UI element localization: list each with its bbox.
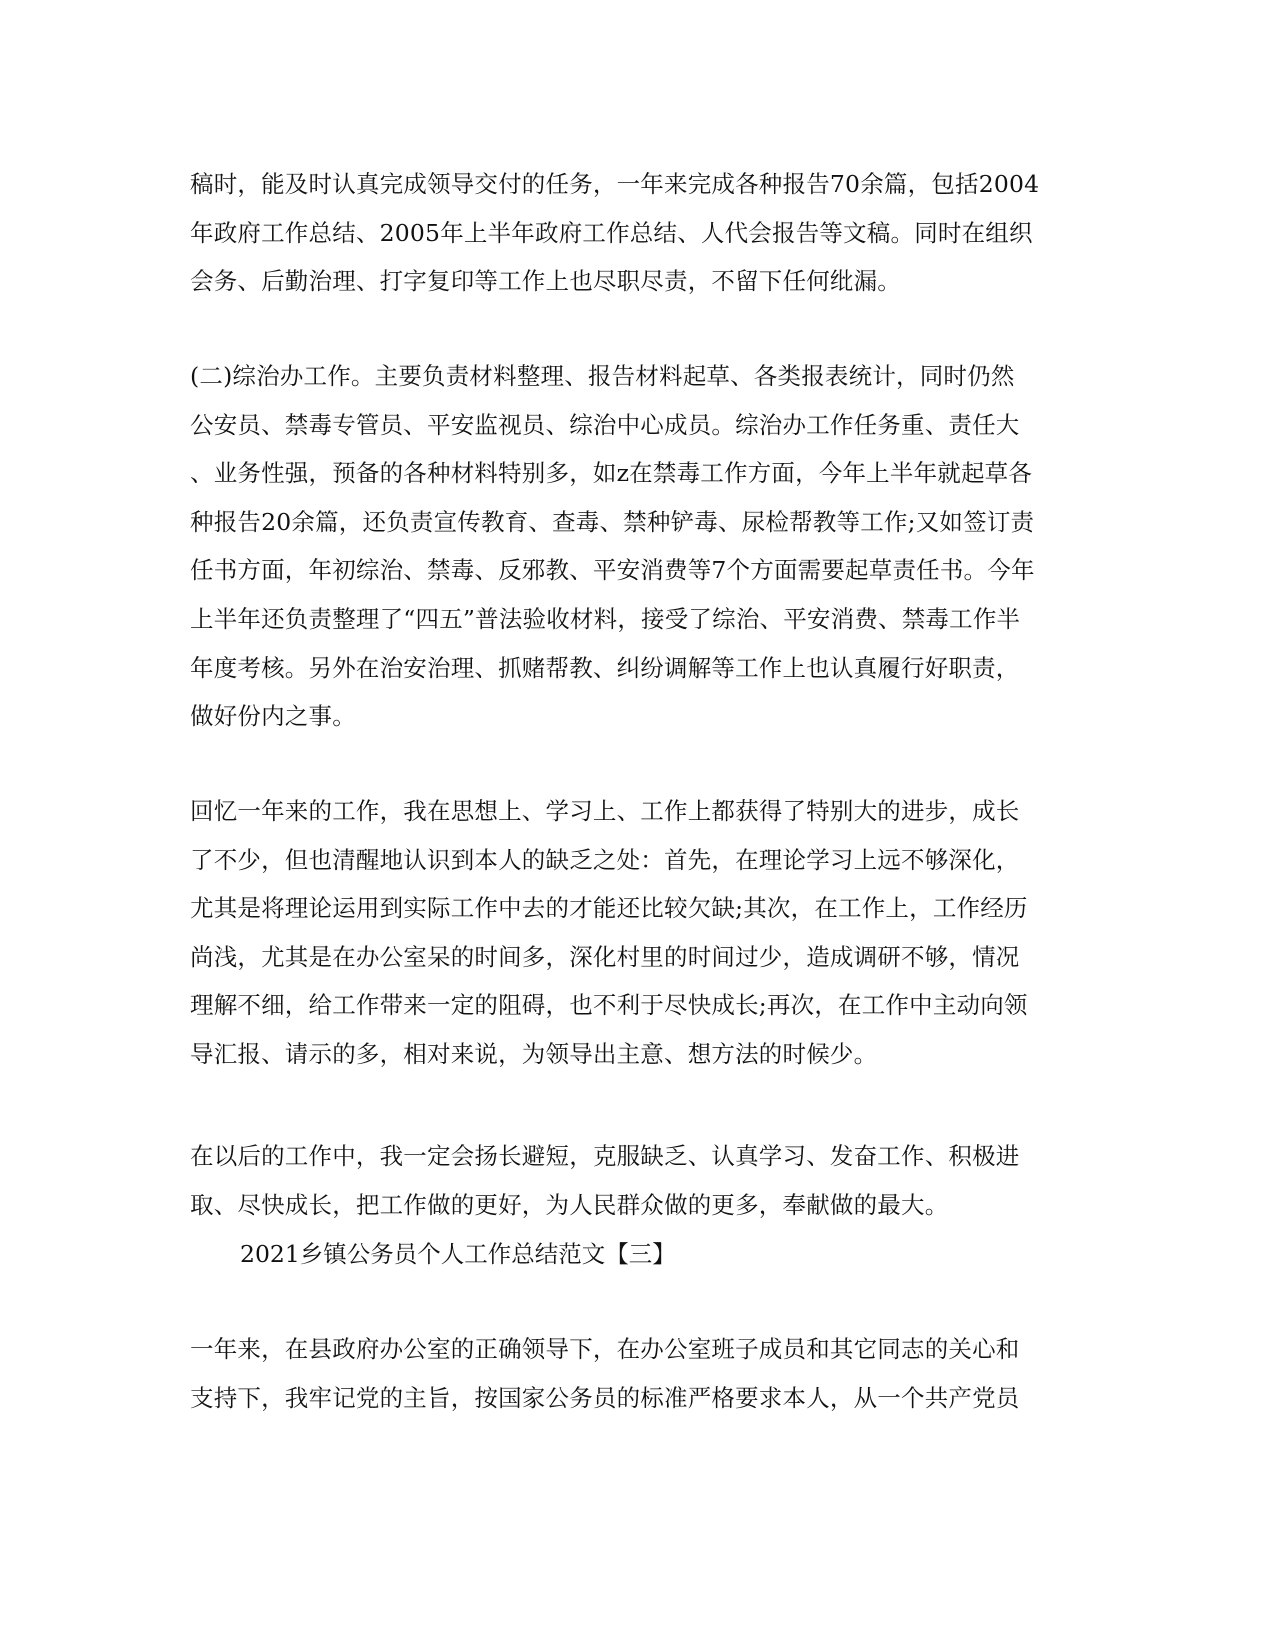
text-line: 、业务性强，预备的各种材料特别多，如z在禁毒工作方面，今年上半年就起草各 (190, 459, 1033, 488)
text-line: 上半年还负责整理了“四五”普法验收材料，接受了综治、平安消费、禁毒工作半 (190, 604, 1021, 633)
text-line: 种报告20余篇，还负责宣传教育、查毒、禁种铲毒、尿检帮教等工作;又如签订责 (190, 507, 1035, 536)
text-line: (二)综治办工作。主要负责材料整理、报告材料起草、各类报表统计，同时仍然 (190, 362, 1015, 390)
text-line: 做好份内之事。 (190, 702, 356, 731)
text-line: 在以后的工作中，我一定会扬长避短，克服缺乏、认真学习、发奋工作、积极进 (190, 1142, 1020, 1170)
text-line: 尚浅，尤其是在办公室呆的时间多，深化村里的时间过少，造成调研不够，情况 (190, 942, 1020, 971)
text-line: 年政府工作总结、2005年上半年政府工作总结、人代会报告等文稿。同时在组织 (190, 218, 1033, 247)
paragraph-3 (190, 787, 1085, 1079)
text-line: 回忆一年来的工作，我在思想上、学习上、工作上都获得了特别大的进步，成长 (190, 797, 1020, 825)
text-line: 一年来，在县政府办公室的正确领导下，在办公室班子成员和其它同志的关心和 (190, 1335, 1020, 1363)
paragraph-2 (190, 352, 1085, 741)
paragraph-5 (190, 1325, 1085, 1422)
paragraph-4 (190, 1132, 1085, 1229)
text-line: 理解不细，给工作带来一定的阻碍，也不利于尽快成长;再次，在工作中主动向领 (190, 991, 1028, 1020)
text-line: 稿时，能及时认真完成领导交付的任务，一年来完成各种报告70余篇，包括2004 (190, 170, 1040, 198)
paragraph-1 (190, 160, 1085, 306)
text-line: 尤其是将理论运用到实际工作中去的才能还比较欠缺;其次，在工作上，工作经历 (190, 894, 1028, 923)
text-line: 会务、后勤治理、打字复印等工作上也尽职尽责，不留下任何纰漏。 (190, 267, 901, 296)
text-line: 支持下，我牢记党的主旨，按国家公务员的标准严格要求本人，从一个共产党员 (190, 1383, 1020, 1412)
text-line: 任书方面，年初综治、禁毒、反邪教、平安消费等7个方面需要起草责任书。今年 (190, 556, 1035, 585)
text-line: 公安员、禁毒专管员、平安监视员、综治中心成员。综治办工作任务重、责任大 (190, 410, 1020, 439)
section-heading: 2021乡镇公务员个人工作总结范文【三】 (240, 1240, 676, 1268)
text-line: 导汇报、请示的多，相对来说，为领导出主意、想方法的时候少。 (190, 1039, 878, 1068)
text-line: 年度考核。另外在治安治理、抓赌帮教、纠纷调解等工作上也认真履行好职责， (190, 653, 1020, 682)
text-line: 了不少，但也清醒地认识到本人的缺乏之处：首先，在理论学习上远不够深化， (190, 845, 1020, 874)
text-line: 取、尽快成长，把工作做的更好，为人民群众做的更多，奉献做的最大。 (190, 1190, 949, 1219)
